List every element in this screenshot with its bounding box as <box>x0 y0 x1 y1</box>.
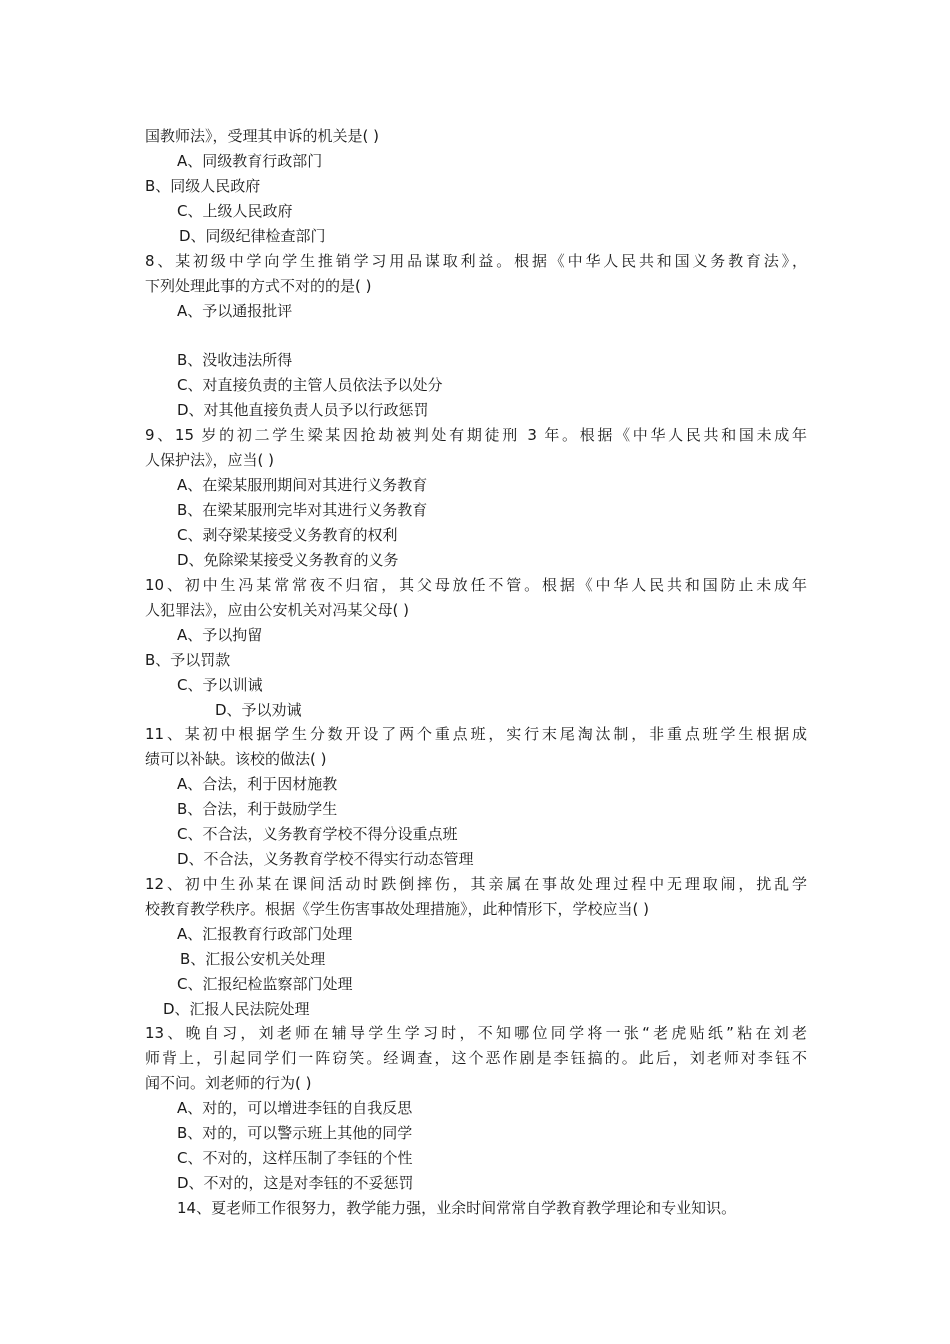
q13-option-d: D、不对的，这是对李钰的不妥惩罚 <box>177 1174 414 1192</box>
q7-option-d: D、同级纪律检查部门 <box>179 227 326 245</box>
q8-option-a: A、予以通报批评 <box>177 302 293 320</box>
q13-option-c: C、不对的，这样压制了李钰的个性 <box>177 1149 413 1167</box>
q11-option-a: A、合法，利于因材施教 <box>177 775 338 793</box>
q12-option-c: C、汇报纪检监察部门处理 <box>177 975 353 993</box>
q9-option-c: C、剥夺梁某接受义务教育的权利 <box>177 526 398 544</box>
q8-option-b: B、没收违法所得 <box>177 351 293 369</box>
q9-stem-line1: 9、15 岁的初二学生梁某因抢劫被判处有期徒刑 3 年。根据《中华人民共和国未成年 <box>145 426 807 444</box>
q11-stem-line1: 11、某初中根据学生分数开设了两个重点班，实行末尾淘汰制，非重点班学生根据成 <box>145 725 807 743</box>
q7-option-b: B、同级人民政府 <box>145 177 261 195</box>
q10-option-d: D、予以劝诫 <box>215 701 302 719</box>
q9-option-a: A、在梁某服刑期间对其进行义务教育 <box>177 476 428 494</box>
q10-stem-line2: 人犯罪法》，应由公安机关对冯某父母( ) <box>145 601 409 619</box>
q8-stem-line2: 下列处理此事的方式不对的的是( ) <box>145 277 372 295</box>
q9-option-b: B、在梁某服刑完毕对其进行义务教育 <box>177 501 428 519</box>
q12-option-a: A、汇报教育行政部门处理 <box>177 925 353 943</box>
q12-stem-line1: 12、初中生孙某在课间活动时跌倒摔伤，其亲属在事故处理过程中无理取闹，扰乱学 <box>145 875 807 893</box>
q13-stem-line2: 师背上，引起同学们一阵窃笑。经调查，这个恶作剧是李钰搞的。此后，刘老师对李钰不 <box>145 1049 807 1067</box>
q12-option-b: B、汇报公安机关处理 <box>180 950 326 968</box>
q10-option-b: B、予以罚款 <box>145 651 231 669</box>
q12-option-d: D、汇报人民法院处理 <box>163 1000 310 1018</box>
q11-option-d: D、不合法，义务教育学校不得实行动态管理 <box>177 850 474 868</box>
q10-option-a: A、予以拘留 <box>177 626 263 644</box>
q14-stem-line1: 14、夏老师工作很努力，教学能力强，业余时间常常自学教育教学理论和专业知识。 <box>177 1199 737 1217</box>
q10-option-c: C、予以训诫 <box>177 676 263 694</box>
q7-option-c: C、上级人民政府 <box>177 202 293 220</box>
q9-option-d: D、免除梁某接受义务教育的义务 <box>177 551 399 569</box>
q11-option-c: C、不合法，义务教育学校不得分设重点班 <box>177 825 458 843</box>
q10-stem-line1: 10、初中生冯某常常夜不归宿，其父母放任不管。根据《中华人民共和国防止未成年 <box>145 576 807 594</box>
q13-option-a: A、对的，可以增进李钰的自我反思 <box>177 1099 413 1117</box>
q8-stem-line1: 8、某初级中学向学生推销学习用品谋取利益。根据《中华人民共和国义务教育法》， <box>145 252 807 270</box>
q7-continuation: 国教师法》，受理其申诉的机关是( ) <box>145 127 379 145</box>
q13-option-b: B、对的，可以警示班上其他的同学 <box>177 1124 413 1142</box>
q13-stem-line1: 13、晚自习，刘老师在辅导学生学习时，不知哪位同学将一张“老虎贴纸”粘在刘老 <box>145 1024 807 1042</box>
q7-option-a: A、同级教育行政部门 <box>177 152 323 170</box>
q13-stem-line3: 闻不问。刘老师的行为( ) <box>145 1074 312 1092</box>
q8-option-c: C、对直接负责的主管人员依法予以处分 <box>177 376 443 394</box>
q8-option-d: D、对其他直接负责人员予以行政惩罚 <box>177 401 429 419</box>
q9-stem-line2: 人保护法》，应当( ) <box>145 451 274 469</box>
q11-option-b: B、合法，利于鼓励学生 <box>177 800 338 818</box>
q11-stem-line2: 绩可以补缺。该校的做法( ) <box>145 750 327 768</box>
q12-stem-line2: 校教育教学秩序。根据《学生伤害事故处理措施》，此种情形下，学校应当( ) <box>145 900 649 918</box>
